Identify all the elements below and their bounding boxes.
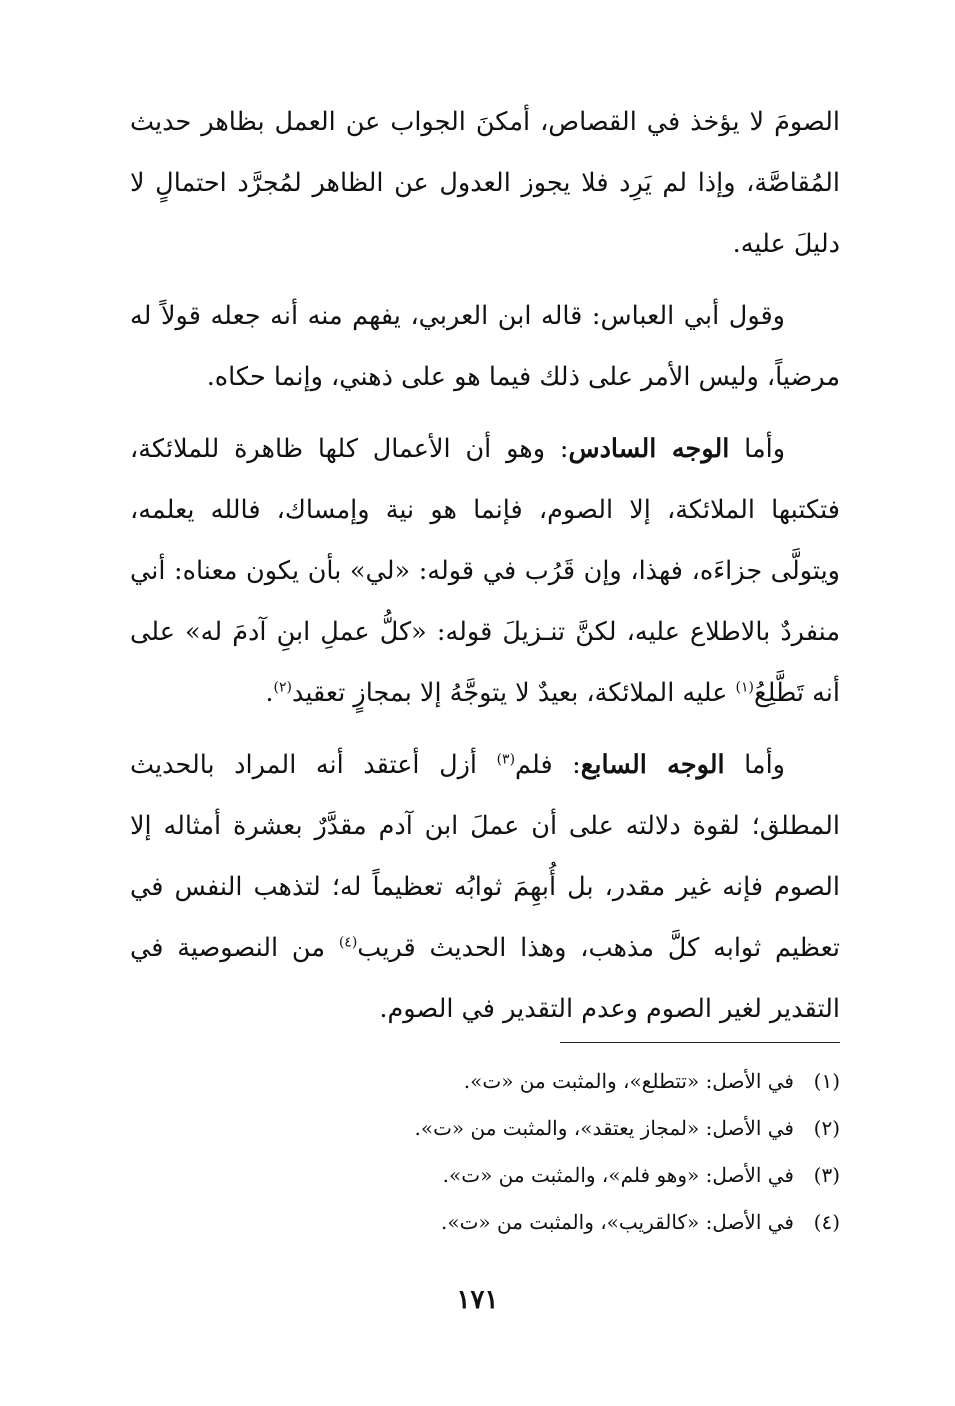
- footnote-4: [130, 1199, 840, 1246]
- footnote-ref-1[interactable]: (١): [735, 679, 754, 696]
- footnote-4-text: في الأصل: «كالقريب»، والمثبت من «ت».: [440, 1210, 794, 1234]
- paragraph-4: [130, 735, 840, 1040]
- paragraph-3-lead: وأما: [729, 434, 786, 464]
- paragraph-3: [130, 419, 840, 724]
- heading-seventh-aspect: الوجه السابع: [580, 750, 725, 780]
- footnote-3-number: (٣): [813, 1163, 840, 1187]
- footnote-3: [130, 1152, 840, 1199]
- page-number: ١٧١: [456, 1285, 499, 1315]
- paragraph-4-text-a: : فلم: [515, 750, 581, 780]
- paragraph-4-text-c: من النصوصية في التقدير لغير الصوم وعدم التقدير في الصوم.: [130, 933, 840, 1024]
- footnote-2-number: (٢): [813, 1116, 840, 1140]
- footnote-2: [130, 1105, 840, 1152]
- footnotes: [130, 1058, 840, 1246]
- paragraph-1: [130, 92, 840, 275]
- paragraph-3-text-b: عليه الملائكة، بعيدٌ لا يتوجَّهُ إلا بمجازٍ تعقيد: [291, 678, 736, 708]
- paragraph-3-text-c: .: [265, 678, 274, 708]
- paragraph-4-text-b: أزل أعتقد أنه المراد بالحديث المطلق؛ لقوة دلالته على أن عملَ ابن آدم مقدَّرٌ بعشرة أمثاله إلا الصوم فإنه غير مقدر، بل أُبهِمَ ثوابُه تعظيماً له؛ لتذهب النفس في تعظيم ثوابه كلَّ مذهب، وهذا الحديث قريب: [130, 750, 840, 963]
- footnote-ref-4[interactable]: (٤): [338, 934, 358, 951]
- footnote-2-text: في الأصل: «لمجاز يعتقد»، والمثبت من «ت».: [414, 1116, 794, 1140]
- footnote-1-text: في الأصل: «تتطلع»، والمثبت من «ت».: [463, 1069, 794, 1093]
- footnote-1: [130, 1058, 840, 1105]
- footnote-ref-3[interactable]: (٣): [496, 751, 516, 768]
- paragraph-2-text: وقول أبي العباس: قاله ابن العربي، يفهم منه أنه جعله قولاً له مرضياً، وليس الأمر على ذلك فيما هو على ذهني، وإنما حكاه.: [130, 301, 840, 392]
- footnote-3-text: في الأصل: «وهو فلم»، والمثبت من «ت».: [442, 1163, 794, 1187]
- main-text: [130, 92, 840, 1051]
- paragraph-4-lead: وأما: [724, 750, 785, 780]
- footnote-1-number: (١): [813, 1069, 840, 1093]
- footnote-ref-2[interactable]: (٢): [273, 679, 292, 696]
- paragraph-2: [130, 286, 840, 408]
- heading-sixth-aspect: الوجه السادس: [568, 434, 730, 464]
- paragraph-3-text-a: : وهو أن الأعمال كلها ظاهرة للملائكة، فتكتبها الملائكة، إلا الصوم، فإنما هو نية وإمساك، فالله يعلمه، ويتولَّى جزاءَه، فهذا، وإن قَرُب في قوله: «لي» بأن يكون معناه: أني منفردٌ بالاطلاع عليه، لكنَّ تنـزيلَ قوله: «كلُّ عملِ ابنِ آدمَ له» على أنه تَطَّلِعُ: [130, 434, 840, 708]
- footnote-divider: [560, 1042, 840, 1043]
- footnote-4-number: (٤): [813, 1210, 840, 1234]
- paragraph-1-text: الصومَ لا يؤخذ في القصاص، أمكنَ الجواب عن العمل بظاهر حديث المُقاصَّة، وإذا لم يَرِد فلا يجوز العدول عن الظاهر لمُجرَّد احتمالٍ لا دليلَ عليه.: [130, 107, 840, 259]
